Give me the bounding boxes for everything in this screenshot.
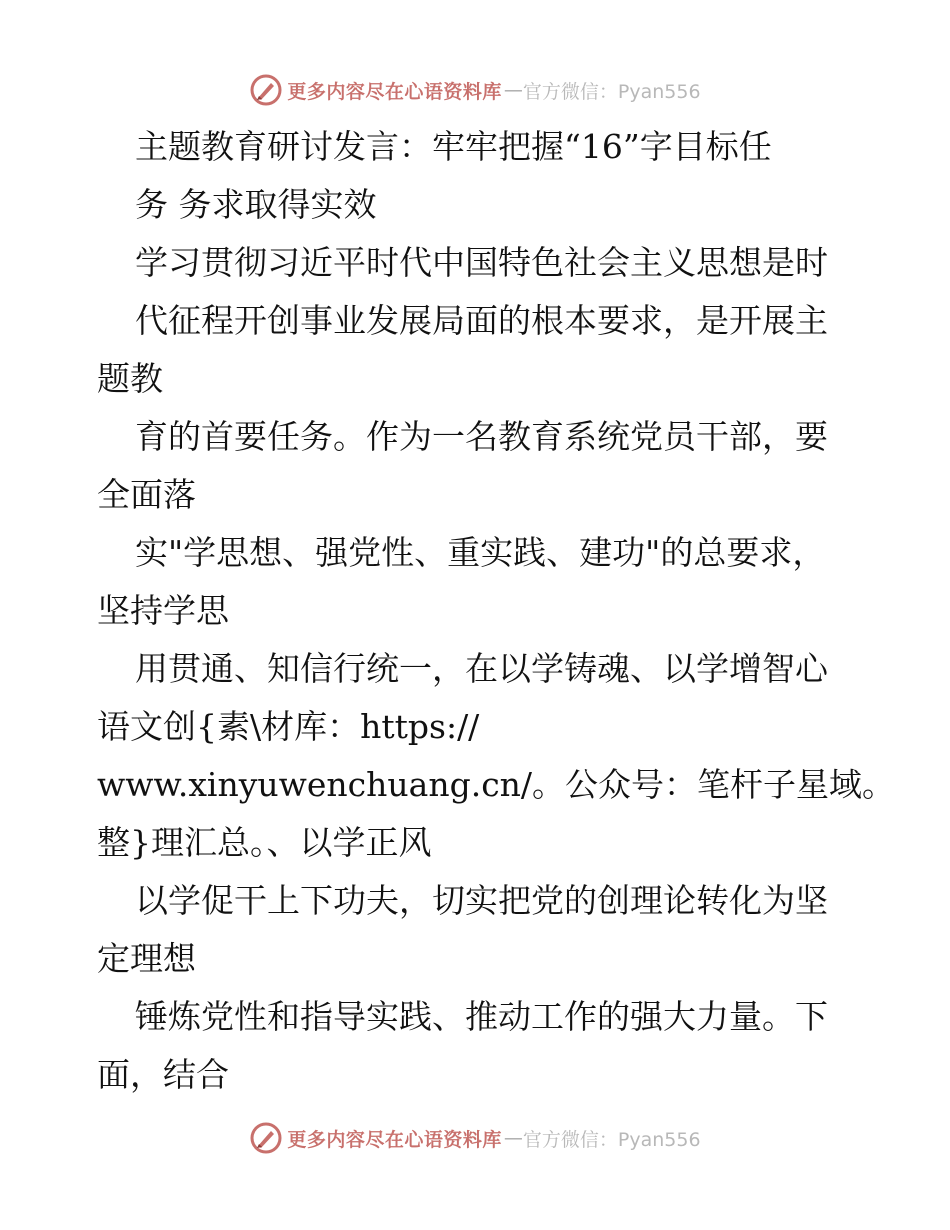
document-line: 全面落 (97, 475, 196, 514)
document-line: 学习贯彻习近平时代中国特色社会主义思想是时 (135, 243, 828, 282)
header-banner-contact: 官方微信：Pyan556 (522, 80, 701, 103)
document-line: 定理想 (97, 939, 196, 978)
document-line: 育的首要任务。作为一名教育系统党员干部，要 (135, 417, 828, 456)
document-line: 锤炼党性和指导实践、推动工作的强大力量。下 (135, 997, 828, 1036)
pen-logo-icon (249, 73, 283, 107)
document-line: www.xinyuwenchuang.cn/。公众号：笔杆子星域。 (97, 765, 896, 804)
footer-banner-separator: — (503, 1127, 523, 1149)
document-line: 以学促干上下功夫，切实把党的创理论转化为坚 (135, 881, 828, 920)
document-line: 整}理汇总。、以学正风 (97, 823, 432, 862)
document-line: 用贯通、知信行统一，在以学铸魂、以学增智心 (135, 649, 828, 688)
header-banner (0, 70, 950, 110)
document-line: 面，结合 (97, 1055, 229, 1094)
document-line: 题教 (97, 359, 163, 398)
document-line: 坚持学思 (97, 591, 229, 630)
document-line: 代征程开创事业发展局面的根本要求，是开展主 (135, 301, 828, 340)
header-banner-title: 更多内容尽在心语资料库 (287, 80, 502, 103)
document-line: 主题教育研讨发言：牢牢把握“16”字目标任 (135, 127, 772, 166)
document-body (97, 118, 896, 1104)
header-banner-separator: — (503, 79, 523, 101)
document-line: 实"学思想、强党性、重实践、建功"的总要求， (135, 533, 826, 572)
footer-banner-title: 更多内容尽在心语资料库 (287, 1128, 502, 1151)
footer-banner (0, 1118, 950, 1158)
document-line: 务 务求取得实效 (135, 185, 377, 224)
pen-logo-icon (249, 1121, 283, 1155)
footer-banner-contact: 官方微信：Pyan556 (522, 1128, 701, 1151)
document-line: 语文创{素\材库：https:// (97, 707, 480, 746)
